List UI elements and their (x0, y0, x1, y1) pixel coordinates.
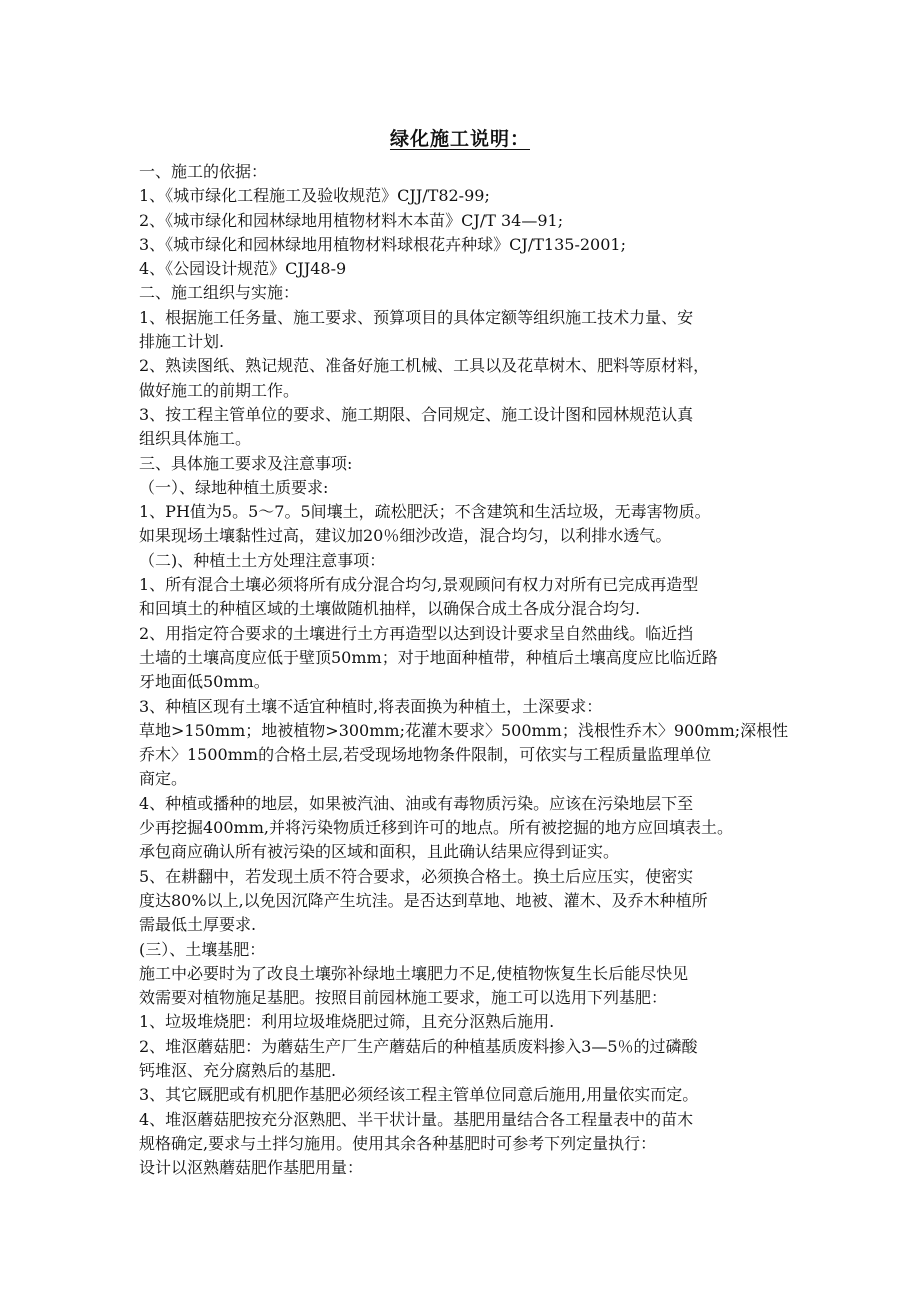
text-line: 钙堆沤、充分腐熟后的基肥. (139, 1060, 337, 1080)
text-line: 做好施工的前期工作。 (139, 380, 300, 400)
text-line: 1、PH值为5。5～7。5间壤土，疏松肥沃；不含建筑和生活垃圾，无毒害物质。 (139, 502, 711, 522)
text-line: 5、在耕翻中，若发现土质不符合要求，必须换合格土。换土后应压实，使密实 (139, 866, 694, 886)
text-line: 度达80%以上,以免因沉降产生坑洼。是否达到草地、地被、灌木、及乔木种植所 (139, 890, 708, 910)
text-line: 土墙的土壤高度应低于壁顶50mm；对于地面种植带，种植后土壤高度应比临近路 (139, 647, 718, 667)
text-line: 1、所有混合土壤必须将所有成分混合均匀,景观顾问有权力对所有已完成再造型 (139, 575, 699, 595)
text-line: 4、《公园设计规范》CJJ48-9 (139, 259, 347, 279)
text-line: 商定。 (139, 769, 188, 789)
text-line: （二)、种植土土方处理注意事项： (139, 550, 386, 570)
text-line: 设计以沤熟蘑菇肥作基肥用量： (139, 1158, 364, 1178)
text-line: 2、《城市绿化和园林绿地用植物材料木本苗》CJ/T 34—91; (139, 210, 564, 230)
text-line: 3、按工程主管单位的要求、施工期限、合同规定、施工设计图和园林规范认真 (139, 404, 694, 424)
text-line: 规格确定,要求与土拌匀施用。使用其余各种基肥时可参考下列定量执行： (139, 1133, 657, 1153)
text-line: 效需要对植物施足基肥。按照目前园林施工要求，施工可以选用下列基肥： (139, 988, 668, 1008)
text-line: 和回填土的种植区域的土壤做随机抽样，以确保合成土各成分混合均匀. (139, 599, 641, 619)
document-body (139, 160, 799, 1180)
text-line: 牙地面低50mm。 (139, 672, 270, 692)
text-line: 2、熟读图纸、熟记规范、准备好施工机械、工具以及花草树木、肥料等原材料， (139, 356, 710, 376)
text-line: 2、用指定符合要求的土壤进行土方再造型以达到设计要求呈自然曲线。临近挡 (139, 623, 694, 643)
text-line: 需最低土厚要求. (139, 915, 257, 935)
text-line: 草地>150mm；地被植物>300mm;花灌木要求〉500mm；浅根性乔木〉900mm;深根性 (139, 720, 789, 740)
text-line: （一）、绿地种植土质要求: (139, 477, 329, 497)
text-line: 4、堆沤蘑菇肥按充分沤熟肥、半干状计量。基肥用量结合各工程量表中的苗木 (139, 1109, 694, 1129)
text-line: 乔木〉1500mm的合格土层,若受现场地物条件限制，可依实与工程质量监理单位 (139, 745, 712, 765)
text-line: 一、施工的依据： (139, 162, 268, 181)
text-line: 2、堆沤蘑菇肥：为蘑菇生产厂生产蘑菇后的种植基质废料掺入3—5％的过磷酸 (139, 1036, 698, 1056)
text-line: 如果现场土壤黏性过高，建议加20％细沙改造，混合均匀，以利排水透气。 (139, 526, 672, 546)
text-line: (三）、土壤基肥： (139, 939, 266, 959)
document-title: 绿化施工说明： (389, 128, 530, 150)
text-line: 二、施工组织与实施： (139, 283, 300, 303)
text-line: 排施工计划. (139, 332, 225, 352)
text-line: 三、具体施工要求及注意事项: (139, 453, 353, 473)
text-line: 3、其它厩肥或有机肥作基肥必须经该工程主管单位同意后施用,用量依实而定。 (139, 1085, 699, 1105)
text-line: 组织具体施工。 (139, 429, 252, 449)
text-line: 施工中必要时为了改良土壤弥补绿地土壤肥力不足,使植物恢复生长后能尽快见 (139, 963, 689, 983)
text-line: 1、根据施工任务量、施工要求、预算项目的具体定额等组织施工技术力量、安 (139, 307, 694, 327)
text-line: 1、《城市绿化工程施工及验收规范》CJJ/T82-99; (139, 186, 490, 206)
text-line: 少再挖掘400mm,并将污染物质迁移到许可的地点。所有被挖掘的地方应回填表土。 (139, 818, 733, 838)
text-line: 承包商应确认所有被污染的区域和面积，且此确认结果应得到证实。 (139, 842, 620, 862)
text-line: 4、种植或播种的地层，如果被汽油、油或有毒物质污染。应该在污染地层下至 (139, 793, 694, 813)
text-line: 1、垃圾堆烧肥：利用垃圾堆烧肥过筛，且充分沤熟后施用. (139, 1012, 555, 1032)
text-line: 3、种植区现有土壤不适宜种植时,将表面换为种植土，土深要求： (139, 696, 603, 716)
text-line: 3、《城市绿化和园林绿地用植物材料球根花卉种球》CJ/T135-2001; (139, 234, 626, 254)
